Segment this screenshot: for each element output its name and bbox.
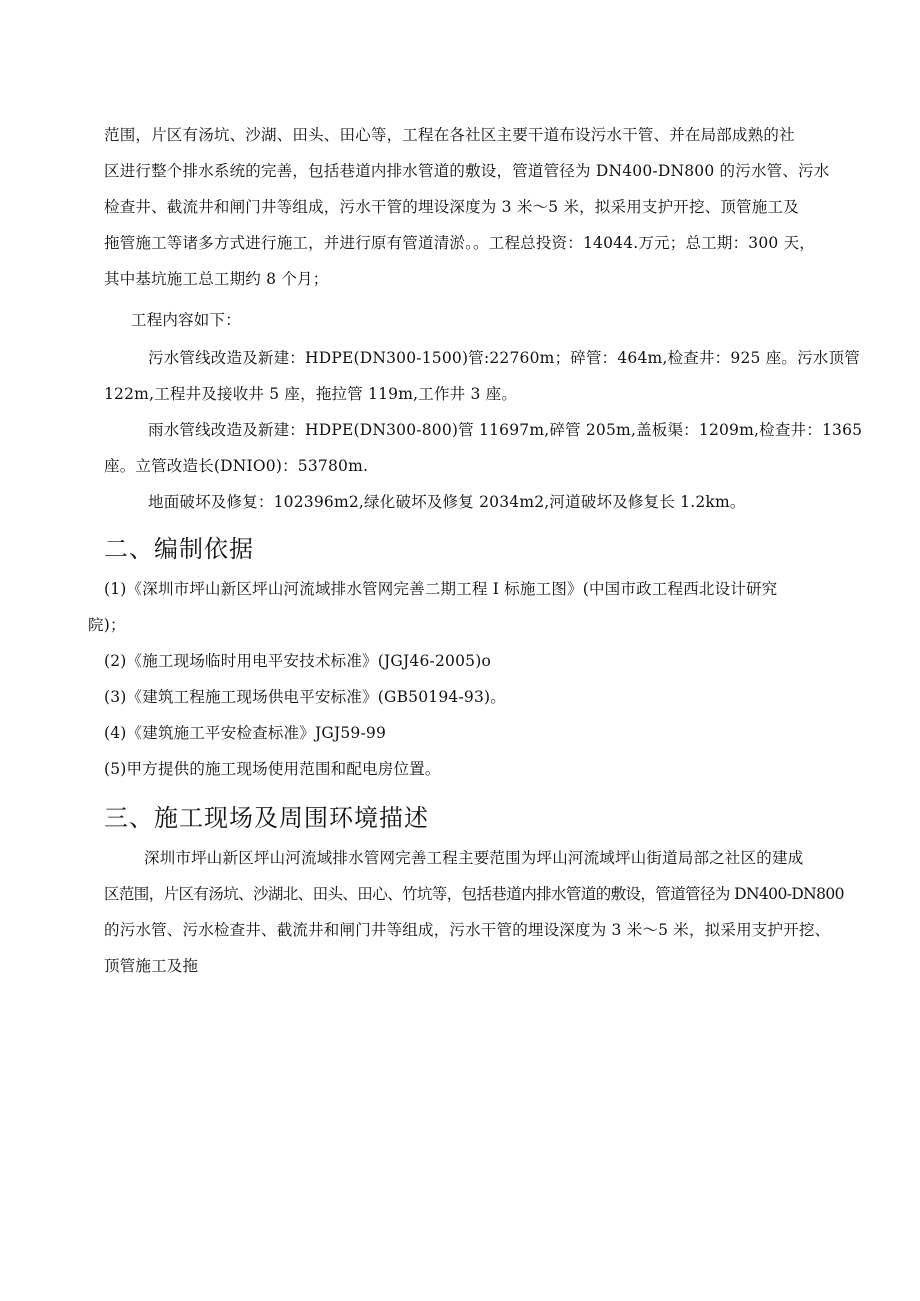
environment-line: 区范围，片区有汤坑、沙湖北、田头、田心、竹坑等，包括巷道内排水管道的敷设，管道管径为 DN400-DN800 xyxy=(104,885,844,903)
basis-item-3 xyxy=(104,679,506,715)
basis-item-1-line: (1)《深圳市坪山新区坪山河流域排水管网完善二期工程 I 标施工图》(中国市政工程西北设计研究 xyxy=(104,580,778,598)
basis-item-2 xyxy=(104,643,491,679)
intro-paragraph xyxy=(104,117,864,297)
environment-line: 深圳市坪山新区坪山河流域排水管网完善工程主要范围为坪山河流域坪山街道局部之社区的建成 xyxy=(144,849,804,867)
basis-item-1 xyxy=(88,571,868,643)
basis-item-1-line: 院)； xyxy=(88,616,126,634)
rain-paragraph xyxy=(104,412,864,484)
intro-line: 其中基坑施工总工期约 8 个月； xyxy=(104,270,329,288)
environment-line: 的污水管、污水检查井、截流井和闸门井等组成，污水干管的埋设深度为 3 米～5 米，拟采用支护开挖、 xyxy=(104,921,831,939)
intro-line: 范围，片区有汤坑、沙湖、田头、田心等，工程在各社区主要干道布设污水干管、并在局部成熟的社 xyxy=(104,126,795,144)
basis-item-2-text: (2)《施工现场临时用电平安技术标准》(JGJ46-2005)o xyxy=(104,652,491,670)
sewage-line: 122m,工程井及接收井 5 座，拖拉管 119m,工作井 3 座。 xyxy=(104,385,518,403)
environment-line: 顶管施工及拖 xyxy=(104,957,199,975)
ground-paragraph xyxy=(148,484,746,520)
section3-heading: 三、施工现场及周围环境描述 xyxy=(104,804,429,832)
section2-heading: 二、编制依据 xyxy=(104,535,254,563)
content-intro-text: 工程内容如下： xyxy=(131,311,241,329)
rain-line: 雨水管线改造及新建：HDPE(DN300-800)管 11697m,碎管 205m,盖板渠：1209m,检查井：1365 xyxy=(148,421,863,439)
basis-item-4 xyxy=(104,715,386,751)
basis-item-3-text: (3)《建筑工程施工现场供电平安标准》(GB50194-93)。 xyxy=(104,688,506,706)
environment-paragraph xyxy=(104,840,874,984)
ground-line: 地面破坏及修复：102396m2,绿化破坏及修复 2034m2,河道破坏及修复长 1.2km。 xyxy=(148,493,746,511)
basis-item-5 xyxy=(104,751,441,787)
intro-line: 拖管施工等诸多方式进行施工，并进行原有管道清淤。。工程总投资：14044.万元；总工期：300 天， xyxy=(104,234,815,252)
sewage-paragraph xyxy=(104,340,864,412)
rain-line: 座。立管改造长(DNIO0)：53780m. xyxy=(104,457,369,475)
intro-line: 检查井、截流井和闸门井等组成，污水干管的埋设深度为 3 米～5 米，拟采用支护开挖、顶管施工及 xyxy=(104,198,799,216)
intro-line: 区进行整个排水系统的完善，包括巷道内排水管道的敷设，管道管径为 DN400-DN800 的污水管、污水 xyxy=(104,162,830,180)
basis-item-5-text: (5)甲方提供的施工现场使用范围和配电房位置。 xyxy=(104,760,441,778)
basis-item-4-text: (4)《建筑施工平安检查标准》JGJ59-99 xyxy=(104,724,387,742)
content-intro xyxy=(131,302,241,338)
sewage-line: 污水管线改造及新建：HDPE(DN300-1500)管:22760m；碎管：464m,检查井：925 座。污水顶管 xyxy=(148,349,860,367)
